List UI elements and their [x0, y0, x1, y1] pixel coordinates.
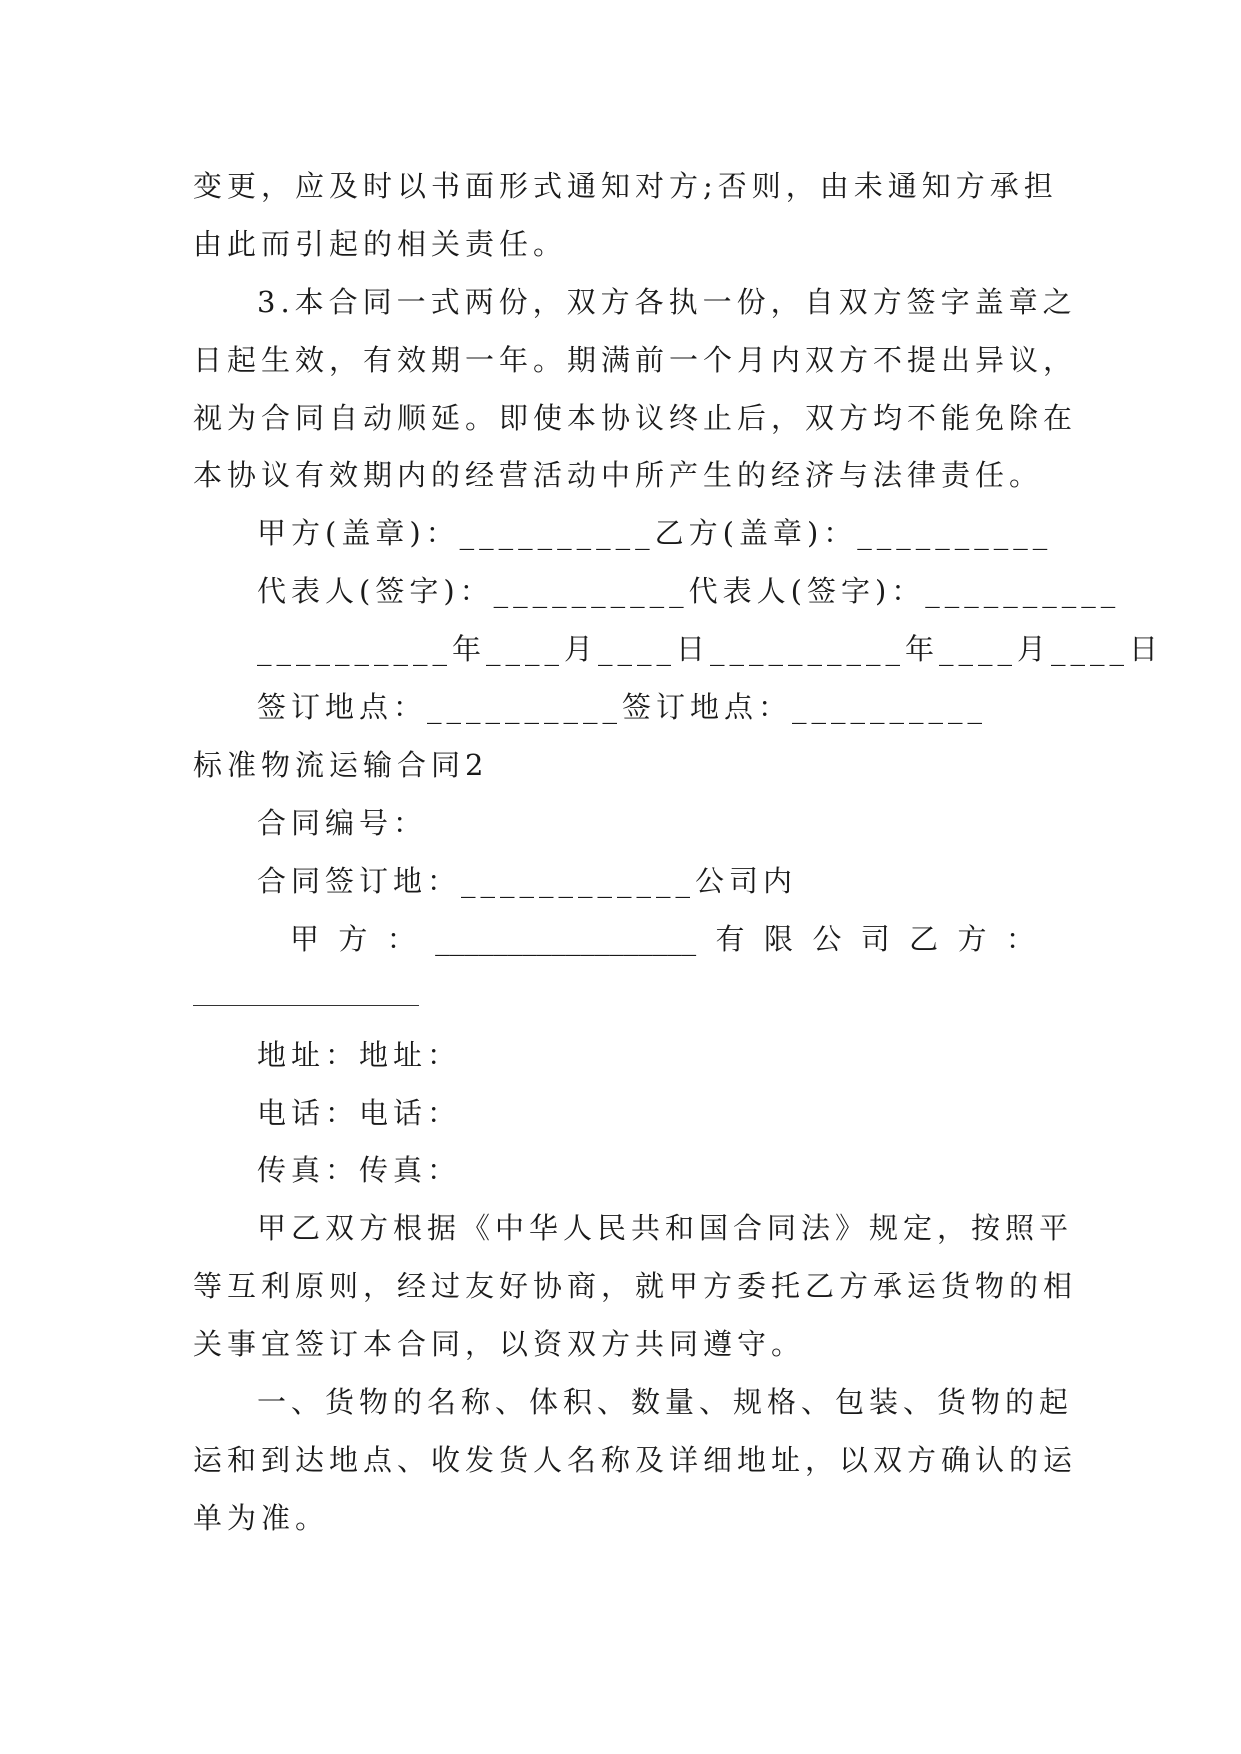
paragraph-line: 运和到达地点、收发货人名称及详细地址，以双方确认的运	[193, 1443, 1078, 1477]
address-line: 地址：地址：	[257, 1038, 462, 1072]
phone-line: 电话：电话：	[257, 1096, 462, 1130]
paragraph-line: 一、货物的名称、体积、数量、规格、包装、货物的起	[257, 1385, 1074, 1419]
paragraph-line: 本协议有效期内的经营活动中所产生的经济与法律责任。	[193, 458, 1044, 492]
party-line	[290, 919, 1035, 959]
party-char: 乙	[909, 922, 939, 956]
party-char: 方	[338, 922, 368, 956]
party-char: 限	[763, 922, 793, 956]
paragraph-line: 变更，应及时以书面形式通知对方;否则，由未通知方承担	[193, 169, 1058, 203]
contract-place-line: 合同签订地：____________公司内	[257, 864, 798, 898]
party-char: 司	[860, 922, 890, 956]
date-line: __________年____月____日__________年____月____日	[257, 632, 1164, 666]
party-char: ：	[1005, 922, 1035, 956]
fax-line: 传真：传真：	[257, 1153, 462, 1187]
paragraph-line: 甲乙双方根据《中华人民共和国合同法》规定，按照平	[257, 1211, 1074, 1245]
paragraph-line: 关事宜签订本合同，以资双方共同遵守。	[193, 1327, 806, 1361]
party-blank: __________________	[435, 922, 697, 956]
paragraph-line: 日起生效，有效期一年。期满前一个月内双方不提出异议，	[193, 343, 1078, 377]
party-char: ：	[386, 922, 416, 956]
party-char: 方	[957, 922, 987, 956]
blank-underline	[193, 1005, 419, 1006]
contract-number-line: 合同编号：	[257, 806, 428, 840]
paragraph-line: 3.本合同一式两份，双方各执一份，自双方签字盖章之	[257, 285, 1077, 319]
contract-title: 标准物流运输合同2	[193, 748, 489, 782]
party-char: 有	[715, 922, 745, 956]
paragraph-line: 视为合同自动顺延。即使本协议终止后，双方均不能免除在	[193, 401, 1078, 435]
sign-place-line: 签订地点：__________签订地点：__________	[257, 690, 988, 724]
paragraph-line: 等互利原则，经过友好协商，就甲方委托乙方承运货物的相	[193, 1269, 1078, 1303]
representative-sign-line: 代表人(签字)：__________代表人(签字)：__________	[257, 574, 1121, 608]
paragraph-line: 单为准。	[193, 1501, 330, 1535]
party-char: 公	[812, 922, 842, 956]
party-char: 甲	[290, 922, 320, 956]
paragraph-line: 由此而引起的相关责任。	[193, 227, 568, 261]
party-a-seal-line: 甲方(盖章)：__________乙方(盖章)：__________	[257, 516, 1053, 550]
